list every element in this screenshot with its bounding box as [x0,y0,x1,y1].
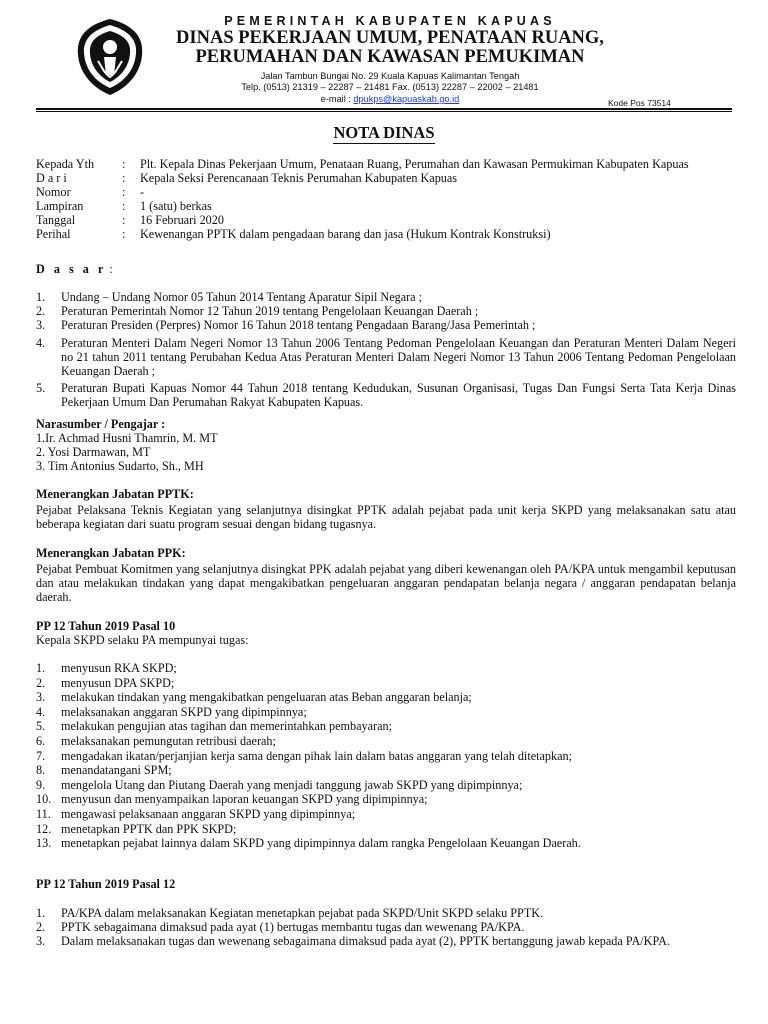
meta-row-tanggal [36,213,736,227]
list-number: 4. [36,704,46,719]
list-text: menyusun DPA SKPD; [61,675,175,690]
phone-fax: Telp. (0513) 21319 – 22287 – 21481 Fax. (0513) 22287 – 22002 – 21481 [241,82,539,92]
list-item [36,676,736,691]
pasal12-heading: PP 12 Tahun 2019 Pasal 12 [36,877,176,891]
list-number: 3. [36,690,46,705]
pasal12-section [36,877,736,948]
narasumber-heading: Narasumber / Pengajar : [36,417,166,431]
email-link[interactable]: dpukps@kapuaskab.go.id [353,94,460,104]
list-item [36,705,736,720]
pptk-heading: Menerangkan Jabatan PPTK: [36,487,194,501]
list-text: Peraturan Presiden (Perpres) Nomor 16 Tahun 2018 tentang Pengadaan Barang/Jasa Pemerintah ; [61,318,536,332]
narasumber-item: 2. Yosi Darmawan, MT [36,445,151,459]
list-text: menyusun RKA SKPD; [61,661,177,675]
list-item [36,690,736,705]
list-text: melakukan pengujian atas tagihan dan memerintahkan pembayaran; [61,719,392,734]
email-label: e-mail : [320,94,351,104]
list-text: Peraturan Bupati Kapuas Nomor 44 Tahun 2018 tentang Kedudukan, Susunan Organisasi, Tugas Dan Fungsi Serta Tata Kerja Dinas Pekerjaan Umum Dan Perumahan Rakyat Kabupaten Kapuas. [61,381,736,409]
meta-row-kepada [36,157,736,171]
list-number: 9. [36,777,46,792]
memo-header-fields [36,157,736,241]
list-text: Dalam melaksanakan tugas dan wewenang sebagaimana dimaksud pada ayat (2), PPTK bertanggung jawab kepada PA/KPA. [61,934,670,948]
list-number: 13. [36,836,52,851]
list-text: PPTK sebagaimana dimaksud pada ayat (1) bertugas membantu tugas dan wewenang PA/KPA. [61,920,525,934]
list-item [36,906,736,920]
meta-value: 1 (satu) berkas [140,199,212,213]
list-text: Undang – Undang Nomor 05 Tahun 2014 Tentang Aparatur Sipil Negara ; [61,290,423,304]
list-item [36,749,736,764]
list-text: mengadakan ikatan/perjanjian kerja sama dengan pihak lain dalam batas anggaran yang telah ditetapkan; [61,748,572,763]
list-number: 3. [36,934,46,948]
list-text: melakukan tindakan yang mengakibatkan pengeluaran atas Beban anggaran belanja; [61,690,472,705]
list-item [36,290,736,304]
meta-key: Tanggal [36,213,76,227]
meta-colon: : [122,227,126,241]
list-text: melaksanakan anggaran SKPD yang dipimpinnya; [61,704,307,719]
pasal12-list [36,906,736,948]
list-number: 7. [36,748,46,763]
list-text: melaksanakan pemungutan retribusi daerah; [61,733,276,748]
meta-key: Kepada Yth [36,157,95,171]
list-item [36,719,736,734]
list-number: 6. [36,733,46,748]
pptk-text: Pejabat Pelaksana Teknis Kegiatan yang selanjutnya disingkat PPTK adalah pejabat pada unit kerja SKPD yang melaksanakan satu atau beberapa kegiatan dari suatu program sesuai dengan bidang tugasnya. [36,503,736,531]
letterhead [0,0,768,112]
postal-code: Kode Pos 73514 [608,98,671,108]
list-item [36,304,736,318]
list-item [36,318,736,332]
list-item [36,807,736,822]
meta-row-nomor [36,185,736,199]
list-number: 11. [36,806,51,821]
meta-key: Lampiran [36,199,84,213]
meta-value: Kepala Seksi Perencanaan Teknis Perumahan Kabupaten Kapuas [140,171,458,185]
meta-value: 16 Februari 2020 [140,213,224,227]
dasar-heading [36,262,736,276]
pasal10-intro: Kepala SKPD selaku PA mempunyai tugas: [36,633,249,647]
pasal10-heading: PP 12 Tahun 2019 Pasal 10 [36,619,176,633]
list-item [36,336,736,378]
list-number: 2. [36,304,46,318]
ppk-text: Pejabat Pembuat Komitmen yang selanjutnya disingkat PPK adalah pejabat yang diberi kewenangan oleh PA/KPA untuk mengambil keputusan dan atau melakukan tindakan yang dapat mengakibatkan pengeluaran anggaran pendapatan belanja negara / anggaran pendapatan belanja daerah. [36,562,736,604]
list-number: 1. [36,906,46,920]
meta-colon: : [122,171,126,185]
list-number: 3. [36,318,46,332]
ppk-heading: Menerangkan Jabatan PPK: [36,546,186,560]
narasumber-item: 1.Ir. Achmad Husni Thamrin, M. MT [36,431,218,445]
list-number: 2. [36,920,46,934]
meta-colon: : [122,157,126,171]
department-name-line1: DINAS PEKERJAAN UMUM, PENATAAN RUANG, [176,28,604,48]
list-text: menyusun dan menyampaikan laporan keuangan SKPD yang dipimpinnya; [61,792,428,807]
list-text: Peraturan Pemerintah Nomor 12 Tahun 2019 tentang Pengelolaan Keuangan Daerah ; [61,304,479,318]
list-item [36,661,736,676]
list-item [36,822,736,837]
list-text: menetapkan pejabat lainnya dalam SKPD yang dipimpinnya dalam rangka Pengelolaan Keuangan Daerah. [61,836,581,851]
list-item [36,920,736,934]
pptk-section [36,487,736,531]
letterhead-divider-thin [36,111,732,112]
list-item [36,734,736,749]
list-item [36,934,736,948]
pasal10-list [36,661,736,851]
list-number: 12. [36,821,52,836]
document-title [0,123,768,142]
government-name: PEMERINTAH KABUPATEN KAPUAS [224,14,556,28]
document-title-text: NOTA DINAS [333,123,435,142]
meta-row-dari [36,171,736,185]
dasar-list [36,290,736,409]
meta-colon: : [122,213,126,227]
narasumber-section [36,417,736,473]
list-text: menandatangani SPM; [61,763,172,778]
meta-value: Plt. Kepala Dinas Pekerjaan Umum, Penataan Ruang, Perumahan dan Kawasan Permukiman Kabupaten Kapuas [140,157,689,171]
ppk-section [36,546,736,604]
meta-colon: : [122,199,126,213]
list-number: 5. [36,381,46,395]
list-number: 2. [36,675,46,690]
letterhead-divider-thick [36,108,732,110]
meta-row-perihal [36,227,736,241]
list-item [36,381,736,409]
dasar-heading-colon: : [106,262,113,276]
list-item [36,778,736,793]
pasal10-section [36,619,736,851]
meta-key: Perihal [36,227,71,241]
list-number: 1. [36,661,46,675]
meta-value: Kewenangan PPTK dalam pengadaan barang dan jasa (Hukum Kontrak Konstruksi) [140,227,551,241]
list-item [36,763,736,778]
list-item [36,836,736,851]
list-number: 1. [36,290,46,304]
list-number: 5. [36,719,46,734]
regency-emblem-icon [74,17,146,97]
address: Jalan Tambun Bungai No. 29 Kuala Kapuas Kalimantan Tengah [260,71,520,81]
narasumber-item: 3. Tim Antonius Sudarto, Sh., MH [36,459,204,473]
meta-key: Nomor [36,185,71,199]
dasar-section [36,262,736,409]
letterhead-text [150,14,630,105]
list-text: mengawasi pelaksanaan anggaran SKPD yang dipimpinnya; [61,806,356,821]
list-number: 8. [36,763,46,778]
list-text: PA/KPA dalam melaksanakan Kegiatan menetapkan pejabat pada SKPD/Unit SKPD selaku PPTK. [61,906,544,920]
email-line [150,93,630,105]
meta-colon: : [122,185,126,199]
list-text: menetapkan PPTK dan PPK SKPD; [61,821,237,836]
list-number: 4. [36,336,46,350]
dasar-heading-text: D a s a r [36,262,107,276]
meta-row-lampiran [36,199,736,213]
list-item [36,792,736,807]
list-text: mengelola Utang dan Piutang Daerah yang menjadi tanggung jawab SKPD yang dipimpinnya; [61,777,523,792]
meta-value: - [140,185,145,199]
list-number: 10. [36,792,52,807]
list-text: Peraturan Menteri Dalam Negeri Nomor 13 Tahun 2006 Tentang Pedoman Pengelolaan Keuangan dan Peraturan Menteri Dalam Negeri no 21 tahun 2011 tentang Perubahan Kedua Atas Peraturan Menteri Dalam Negeri Nomor 13 Tahun 2006 Tentang Pedoman Pengelolaan Keuangan Daerah ; [61,336,736,378]
meta-key: D a r i [36,171,67,185]
department-name-line2: PERUMAHAN DAN KAWASAN PEMUKIMAN [195,47,585,67]
